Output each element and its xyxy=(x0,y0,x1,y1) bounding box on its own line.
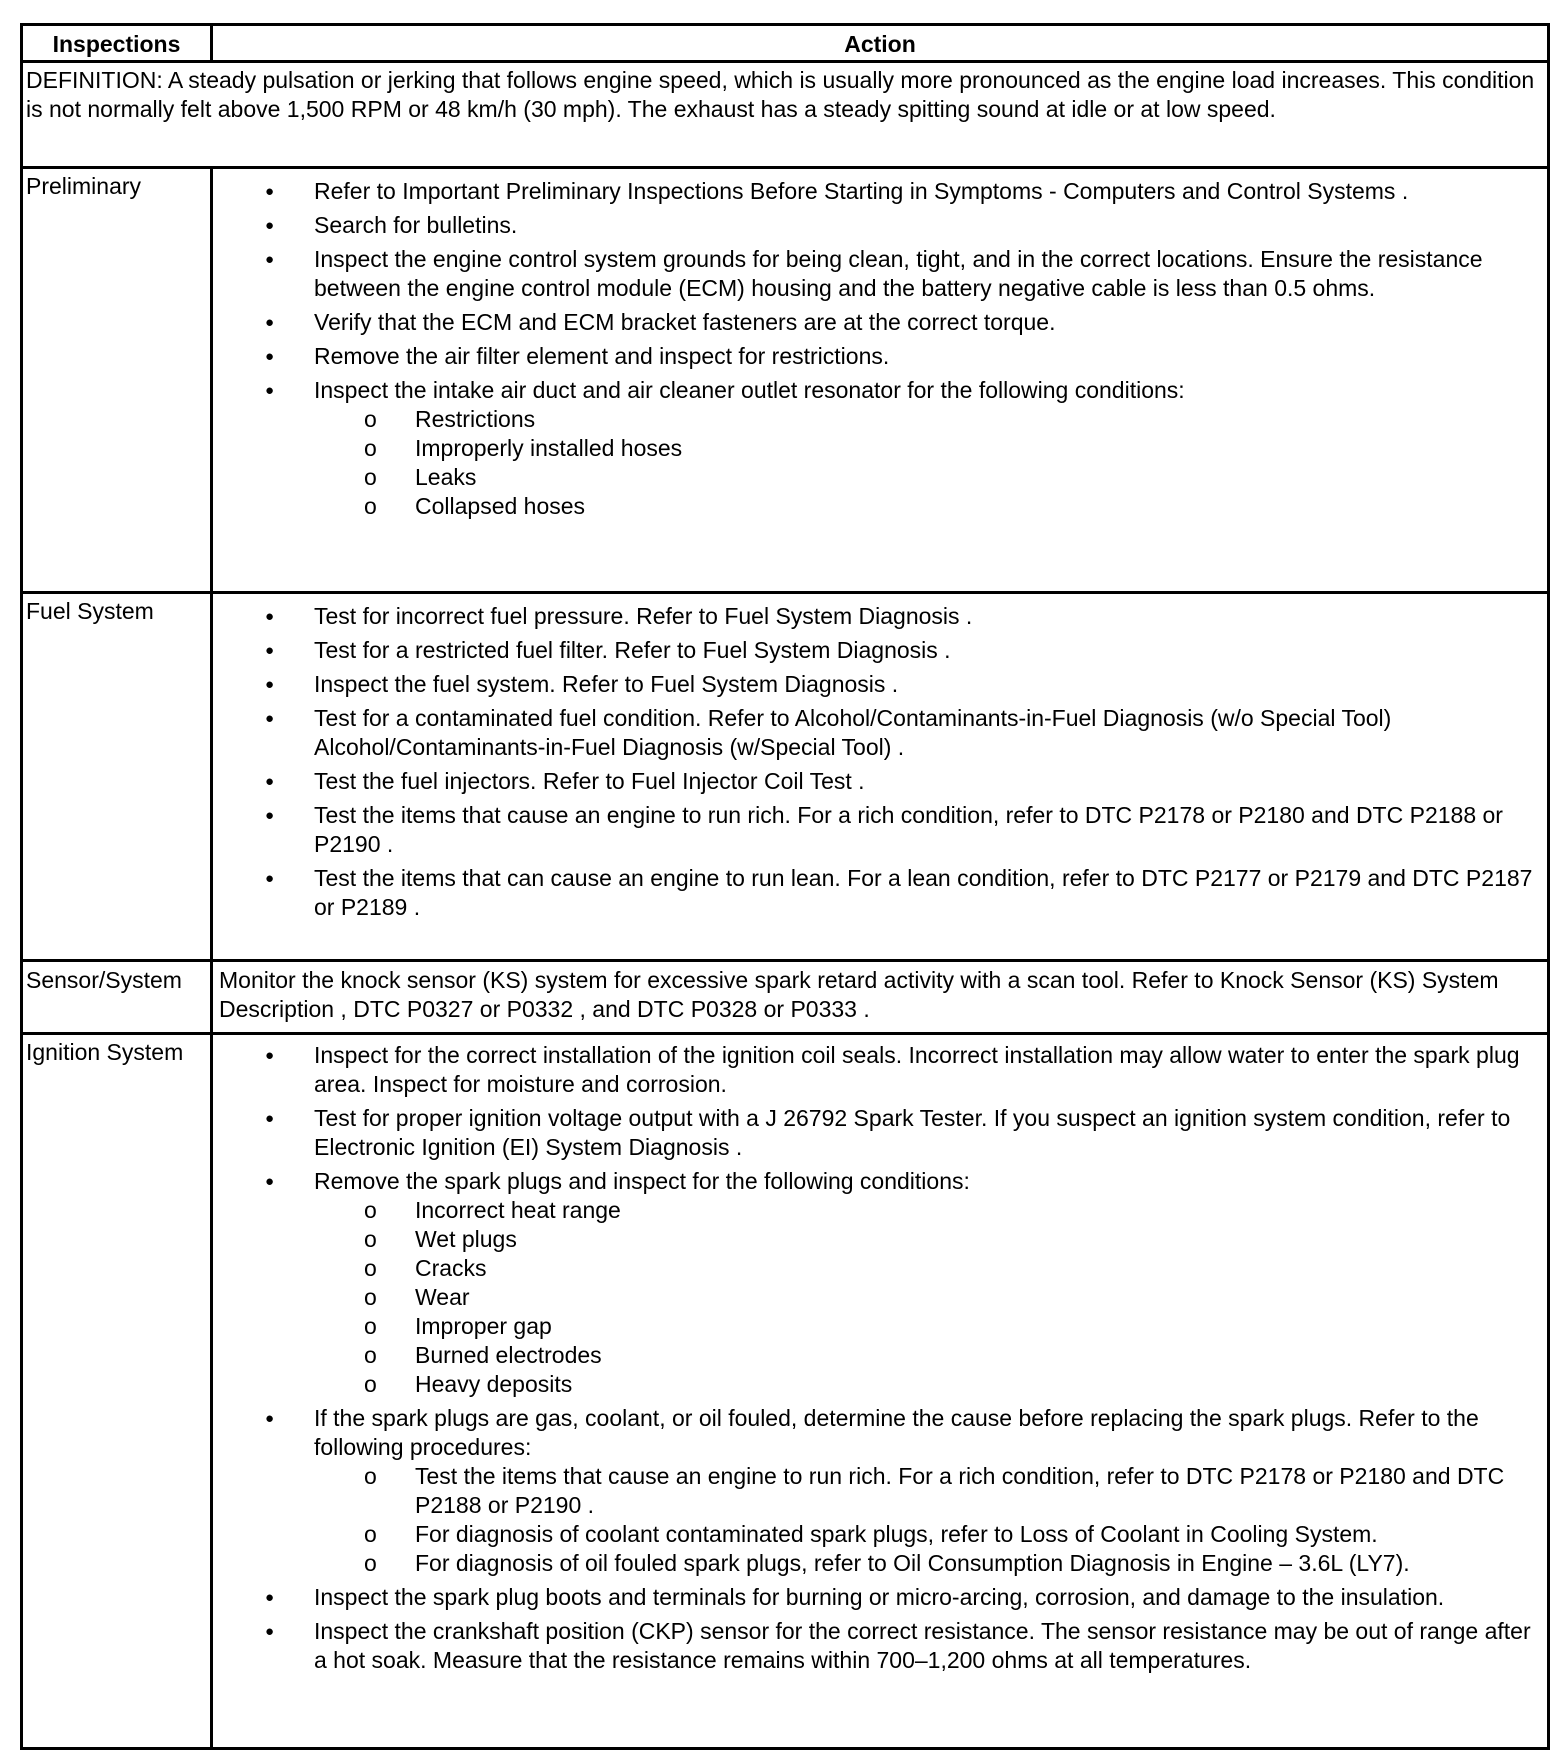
sub-list-item: o For diagnosis of coolant contaminated spark plugs, refer to Loss of Coolant in Cooling System. xyxy=(314,1520,1548,1549)
fuel-system-label: Fuel System xyxy=(26,598,154,624)
list-item-text: Remove the spark plugs and inspect for the following conditions: xyxy=(314,1168,970,1194)
row-divider xyxy=(23,60,1547,63)
row-divider xyxy=(23,166,1547,169)
sub-list-item: o Collapsed hoses xyxy=(314,492,1548,521)
row-divider xyxy=(23,591,1547,594)
sub-list xyxy=(314,1196,1548,1399)
list-item: ● Verify that the ECM and ECM bracket fasteners are at the correct torque. xyxy=(213,308,1548,337)
list-item: ● Inspect the engine control system grounds for being clean, tight, and in the correct locations. Ensure the resistance between the engine control module (ECM) housing and the battery negative cable is less than 0.5 ohms. xyxy=(213,245,1548,303)
sub-list-item: o Wet plugs xyxy=(314,1225,1548,1254)
sensor-system-label: Sensor/System xyxy=(26,967,182,993)
list-item: ● Inspect the crankshaft position (CKP) sensor for the correct resistance. The sensor resistance may be out of range after a hot soak. Measure that the resistance remains within 700–1,200 ohms at all temperatures. xyxy=(213,1617,1548,1675)
list-item: ● Test for incorrect fuel pressure. Refer to Fuel System Diagnosis . xyxy=(213,602,1548,631)
sub-list-item: o Restrictions xyxy=(314,405,1548,434)
list-item xyxy=(213,1167,1548,1399)
list-item: ● Test for a contaminated fuel condition. Refer to Alcohol/Contaminants-in-Fuel Diagnosis (w/o Special Tool) Alcohol/Contaminants-in-Fuel Diagnosis (w/Special Tool) . xyxy=(213,704,1548,762)
list-item xyxy=(213,1404,1548,1578)
sub-list-item: o Incorrect heat range xyxy=(314,1196,1548,1225)
sub-list-item: o Cracks xyxy=(314,1254,1548,1283)
list-item xyxy=(213,376,1548,521)
fuel-system-list xyxy=(213,602,1548,927)
ignition-system-list xyxy=(213,1041,1548,1680)
sub-list-item: o For diagnosis of oil fouled spark plugs, refer to Oil Consumption Diagnosis in Engine – 3.6L (LY7). xyxy=(314,1549,1548,1578)
sensor-system-text: Monitor the knock sensor (KS) system for excessive spark retard activity with a scan tool. Refer to Knock Sensor (KS) System Description , DTC P0327 or P0332 , and DTC P0328 or P0333 . xyxy=(219,967,1499,1022)
sub-list-item: o Wear xyxy=(314,1283,1548,1312)
row-divider xyxy=(23,1032,1547,1035)
preliminary-label: Preliminary xyxy=(26,173,142,199)
sub-list xyxy=(314,405,1548,521)
list-item-text: If the spark plugs are gas, coolant, or oil fouled, determine the cause before replacing the spark plugs. Refer to the following procedures: xyxy=(314,1405,1479,1460)
list-item: ● Test the items that cause an engine to run rich. For a rich condition, refer to DTC P2178 or P2180 and DTC P2188 or P2190 . xyxy=(213,801,1548,859)
sub-list-item: o Improper gap xyxy=(314,1312,1548,1341)
list-item: ● Test the items that can cause an engine to run lean. For a lean condition, refer to DTC P2177 or P2179 and DTC P2187 or P2189 . xyxy=(213,864,1548,922)
list-item-text: Inspect the intake air duct and air cleaner outlet resonator for the following conditions: xyxy=(314,377,1185,403)
sub-list xyxy=(314,1462,1548,1578)
list-item: ● Test the fuel injectors. Refer to Fuel Injector Coil Test . xyxy=(213,767,1548,796)
inspection-table xyxy=(20,23,1550,1750)
sub-list-item: o Improperly installed hoses xyxy=(314,434,1548,463)
list-item: ● Remove the air filter element and inspect for restrictions. xyxy=(213,342,1548,371)
list-item: ● Inspect for the correct installation of the ignition coil seals. Incorrect installation may allow water to enter the spark plug area. Inspect for moisture and corrosion. xyxy=(213,1041,1548,1099)
list-item: ● Search for bulletins. xyxy=(213,211,1548,240)
row-divider xyxy=(23,959,1547,962)
list-item: ● Inspect the spark plug boots and terminals for burning or micro-arcing, corrosion, and damage to the insulation. xyxy=(213,1583,1548,1612)
inspections-header: Inspections xyxy=(52,31,181,57)
preliminary-list xyxy=(213,177,1548,526)
sub-list-item: o Heavy deposits xyxy=(314,1370,1548,1399)
ignition-system-label: Ignition System xyxy=(26,1039,184,1065)
sub-list-item: o Burned electrodes xyxy=(314,1341,1548,1370)
list-item: ● Inspect the fuel system. Refer to Fuel System Diagnosis . xyxy=(213,670,1548,699)
list-item: ● Refer to Important Preliminary Inspections Before Starting in Symptoms - Computers and Control Systems . xyxy=(213,177,1548,206)
sub-list-item: o Test the items that cause an engine to run rich. For a rich condition, refer to DTC P2178 or P2180 and DTC P2188 or P2190 . xyxy=(314,1462,1548,1520)
definition-text: DEFINITION: A steady pulsation or jerking that follows engine speed, which is usually more pronounced as the engine load increases. This condition is not normally felt above 1,500 RPM or 48 km/h (30 mph). The exhaust has a steady spitting sound at idle or at low speed. xyxy=(26,67,1535,122)
list-item: ● Test for proper ignition voltage output with a J 26792 Spark Tester. If you suspect an ignition system condition, refer to Electronic Ignition (EI) System Diagnosis . xyxy=(213,1104,1548,1162)
action-header: Action xyxy=(844,31,916,57)
list-item: ● Test for a restricted fuel filter. Refer to Fuel System Diagnosis . xyxy=(213,636,1548,665)
sub-list-item: o Leaks xyxy=(314,463,1548,492)
